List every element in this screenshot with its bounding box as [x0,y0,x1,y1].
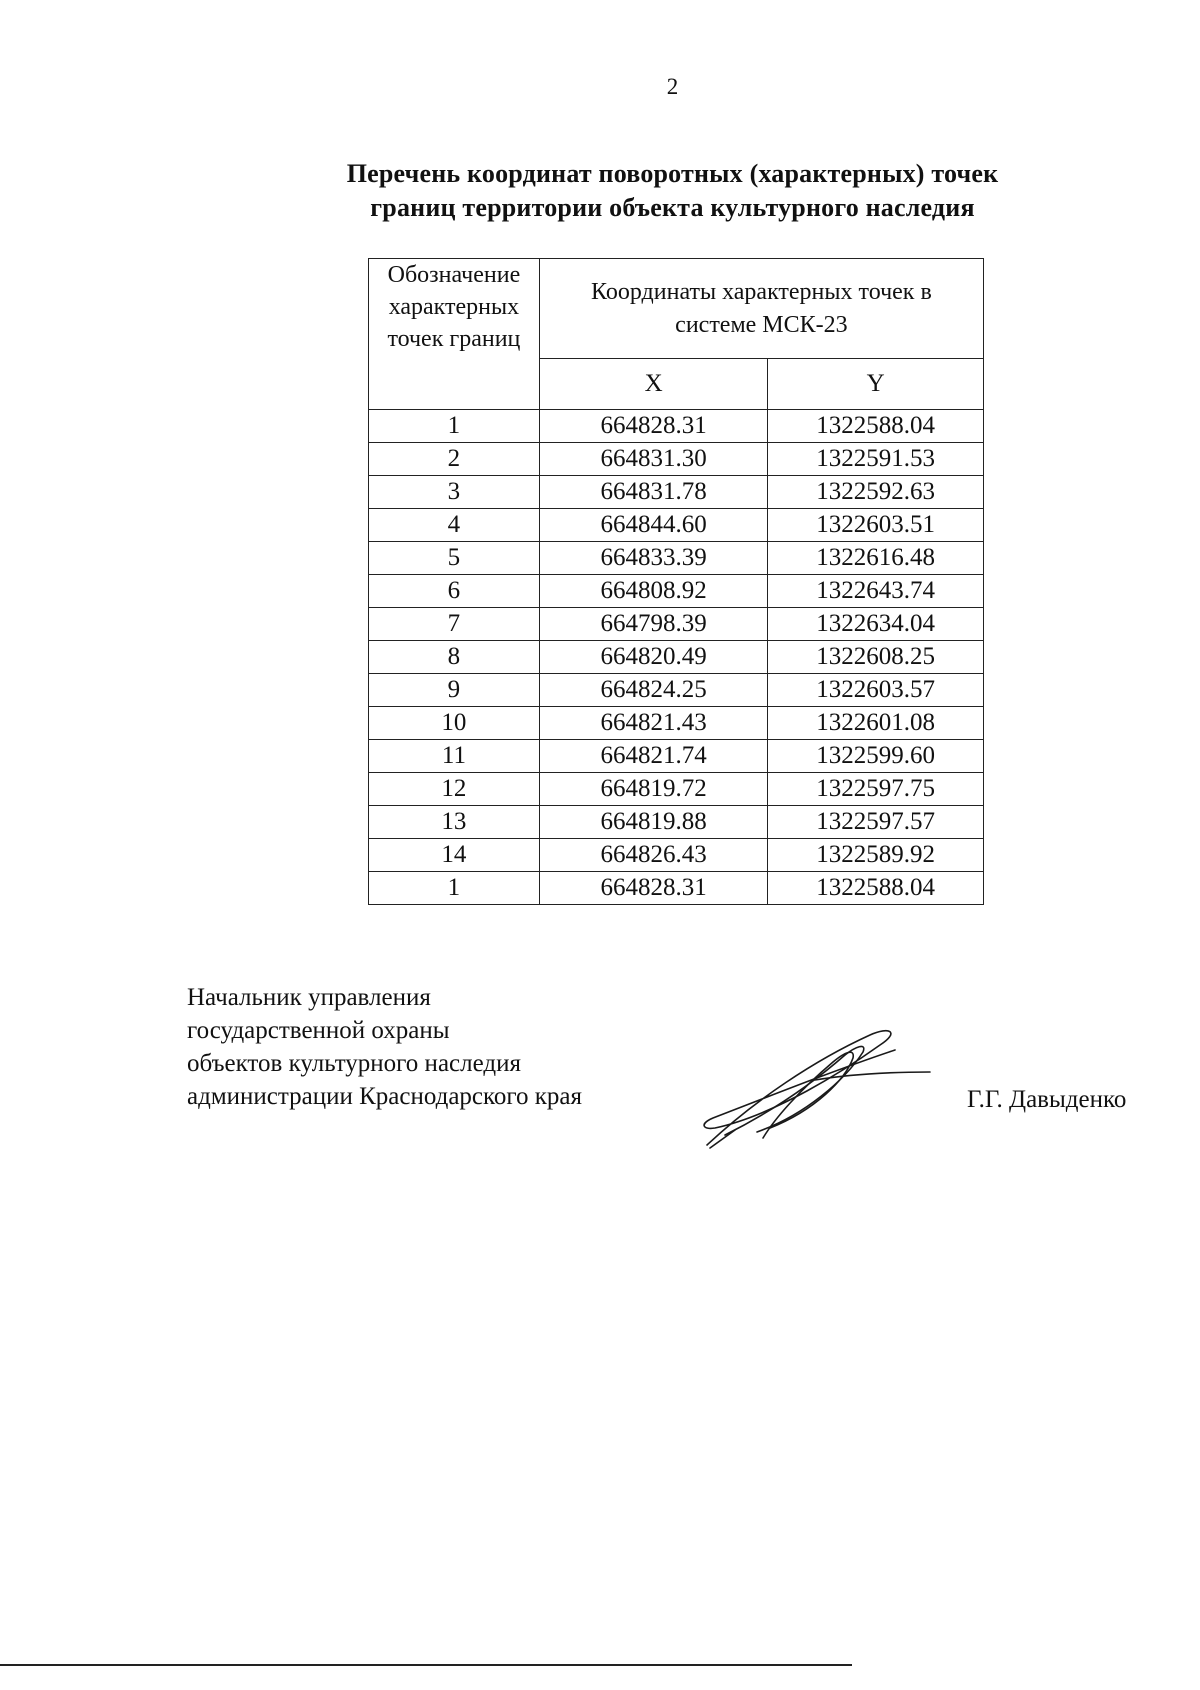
y-cell: 1322608.25 [768,641,984,674]
point-cell: 6 [369,575,540,608]
x-cell: 664819.88 [539,806,768,839]
point-cell: 12 [369,773,540,806]
table-row [369,773,984,806]
coordinates-table [368,258,984,905]
header-coordinates-line: системе МСК-23 [675,311,848,338]
table-row [369,542,984,575]
point-cell: 7 [369,608,540,641]
point-cell: 14 [369,839,540,872]
y-cell: 1322592.63 [768,476,984,509]
header-coordinates-line: Координаты характерных точек в [591,278,932,305]
signatory-position [187,981,582,1113]
y-cell: 1322597.75 [768,773,984,806]
x-cell: 664821.43 [539,707,768,740]
y-cell: 1322597.57 [768,806,984,839]
y-cell: 1322599.60 [768,740,984,773]
table-row [369,443,984,476]
table-row [369,872,984,905]
point-cell: 5 [369,542,540,575]
header-designation-line: характерных [388,294,520,320]
document-title [0,157,1200,225]
x-cell: 664831.30 [539,443,768,476]
table-row [369,509,984,542]
header-x: X [539,359,768,410]
page-number: 2 [666,74,679,99]
point-cell: 10 [369,707,540,740]
x-cell: 664828.31 [539,872,768,905]
y-cell: 1322603.57 [768,674,984,707]
signatory-position-line: администрации Краснодарского края [187,1083,583,1110]
header-designation [369,259,540,410]
footer-divider [0,1664,852,1666]
header-coordinates [539,259,983,359]
y-cell: 1322603.51 [768,509,984,542]
y-cell: 1322601.08 [768,707,984,740]
x-cell: 664820.49 [539,641,768,674]
x-cell: 664826.43 [539,839,768,872]
table-row [369,575,984,608]
table-row [369,806,984,839]
table-row [369,608,984,641]
x-cell: 664819.72 [539,773,768,806]
handwritten-signature [695,1020,945,1150]
header-designation-line: Обозначение [387,262,521,288]
x-cell: 664824.25 [539,674,768,707]
table-row [369,674,984,707]
header-y: Y [768,359,984,410]
point-cell: 9 [369,674,540,707]
y-cell: 1322588.04 [768,410,984,443]
x-cell: 664828.31 [539,410,768,443]
x-cell: 664833.39 [539,542,768,575]
table-row [369,839,984,872]
x-cell: 664844.60 [539,509,768,542]
point-cell: 8 [369,641,540,674]
table-row [369,740,984,773]
y-cell: 1322643.74 [768,575,984,608]
y-cell: 1322589.92 [768,839,984,872]
x-cell: 664821.74 [539,740,768,773]
signatory-name: Г.Г. Давыденко [967,1086,1127,1113]
title-line-2: границ территории объекта культурного наследия [370,193,975,222]
point-cell: 1 [369,410,540,443]
y-cell: 1322616.48 [768,542,984,575]
table-row [369,707,984,740]
point-cell: 13 [369,806,540,839]
y-cell: 1322634.04 [768,608,984,641]
point-cell: 4 [369,509,540,542]
header-designation-line: точек границ [387,326,521,352]
signatory-position-line: Начальник управления [187,984,431,1011]
point-cell: 1 [369,872,540,905]
x-cell: 664831.78 [539,476,768,509]
x-cell: 664798.39 [539,608,768,641]
point-cell: 3 [369,476,540,509]
point-cell: 11 [369,740,540,773]
table-row [369,476,984,509]
y-cell: 1322588.04 [768,872,984,905]
y-cell: 1322591.53 [768,443,984,476]
x-cell: 664808.92 [539,575,768,608]
title-line-1: Перечень координат поворотных (характерных) точек [346,159,999,188]
point-cell: 2 [369,443,540,476]
signatory-position-line: государственной охраны [187,1017,450,1044]
table-body [369,410,984,905]
signatory-position-line: объектов культурного наследия [187,1050,521,1077]
table-row [369,641,984,674]
table-row [369,410,984,443]
